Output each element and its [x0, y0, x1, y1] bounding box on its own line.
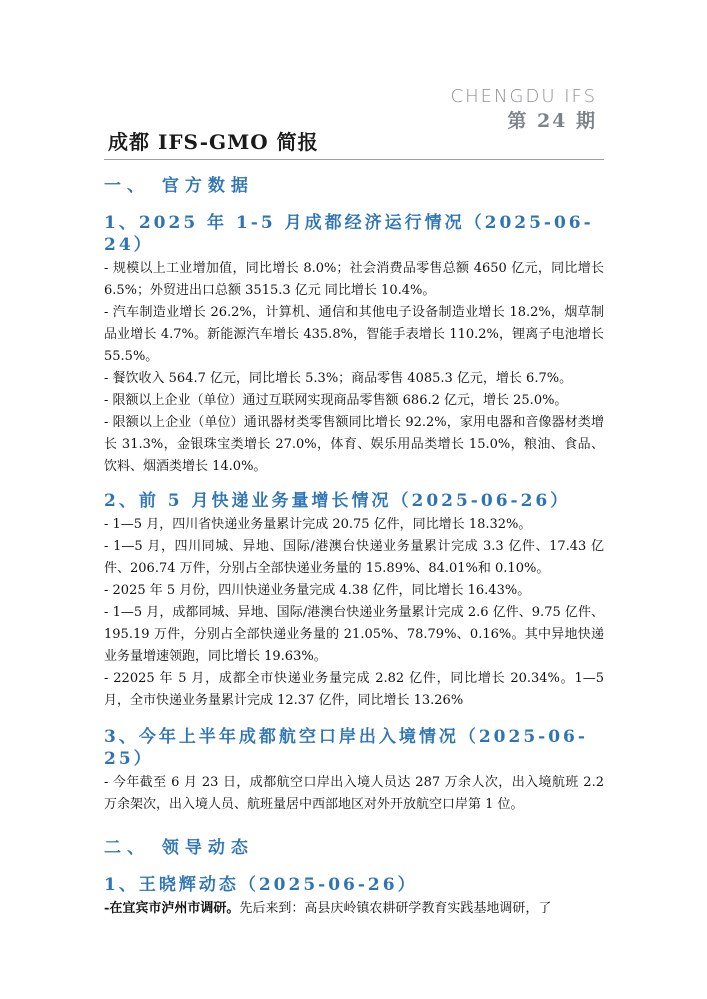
paragraph: - 限额以上企业（单位）通过互联网实现商品零售额 686.2 亿元，增长 25.0%。	[104, 393, 568, 408]
paragraph: - 餐饮收入 564.7 亿元，同比增长 5.3%；商品零售 4085.3 亿元，增长 6.7%。	[104, 371, 573, 386]
paragraph: - 规模以上工业增加值，同比增长 8.0%；社会消费品零售总额 4650 亿元，同比增长 6.5%；外贸进出口总额 3515.3 亿元 同比增长 10.4%。	[104, 261, 604, 298]
paragraph: - 22025 年 5 月，成都全市快递业务量完成 2.82 亿件，同比增长 20.34%。1—5 月，全市快递业务量累计完成 12.37 亿件，同比增长 13.26%	[104, 671, 604, 708]
paragraph	[104, 898, 604, 920]
issue-number: 第 24 期	[507, 110, 597, 132]
paragraph: - 限额以上企业（单位）通讯器材类零售额同比增长 92.2%，家用电器和音像器材类增长 31.3%，金银珠宝类增长 27.0%，体育、娱乐用品类增长 15.0%，粮油、食品、饮料、烟酒类增长 14.0%。	[104, 415, 604, 474]
paragraph: - 2025 年 5 月份，四川快递业务量完成 4.38 亿件，同比增长 16.43%。	[104, 583, 531, 598]
paragraph-text: 先后来到：高县庆岭镇农耕研学教育实践基地调研，了	[239, 901, 552, 916]
paragraph-lead: -在宜宾市泸州市调研。	[104, 901, 240, 916]
brand-text: CHENGDU IFS	[450, 86, 597, 107]
article-title-economy: 1、2025 年 1-5 月成都经济运行情况（2025-06-24）	[104, 213, 594, 255]
article-title-leader: 1、王晓辉动态（2025-06-26）	[104, 875, 418, 895]
report-title: 成都 IFS-GMO 简报	[108, 130, 319, 154]
section-heading-official-data: 一、 官方数据	[104, 176, 254, 196]
paragraph: - 汽车制造业增长 26.2%，计算机、通信和其他电子设备制造业增长 18.2%，烟草制品业增长 4.7%。新能源汽车增长 435.8%，智能手表增长 110.2%，锂离子电池增长 55.5%。	[104, 305, 604, 364]
section-heading-leaders: 二、 领导动态	[104, 838, 254, 858]
paragraph: - 1—5 月，四川省快递业务量累计完成 20.75 亿件，同比增长 18.32%。	[104, 517, 532, 532]
article-title-airport: 3、今年上半年成都航空口岸出入境情况（2025-06-25）	[104, 727, 588, 769]
paragraph: - 1—5 月，成都同城、异地、国际/港澳台快递业务量累计完成 2.6 亿件、9.75 亿件、195.19 万件，分别占全部快递业务量的 21.05%、78.79%、0.16%。其中异地快递业务量增速领跑，同比增长 19.63%。	[104, 605, 604, 664]
article-title-express: 2、前 5 月快递业务量增长情况（2025-06-26）	[104, 491, 571, 511]
report-body	[104, 172, 604, 920]
paragraph: - 1—5 月，四川同城、异地、国际/港澳台快递业务量累计完成 3.3 亿件、17.43 亿件、206.74 万件，分别占全部快递业务量的 15.89%、84.01%和 0.10%。	[104, 539, 604, 576]
header-divider	[104, 159, 604, 160]
paragraph: - 今年截至 6 月 23 日，成都航空口岸出入境人员达 287 万余人次，出入境航班 2.2 万余架次，出入境人员、航班量居中西部地区对外开放航空口岸第 1 位。	[104, 775, 604, 812]
